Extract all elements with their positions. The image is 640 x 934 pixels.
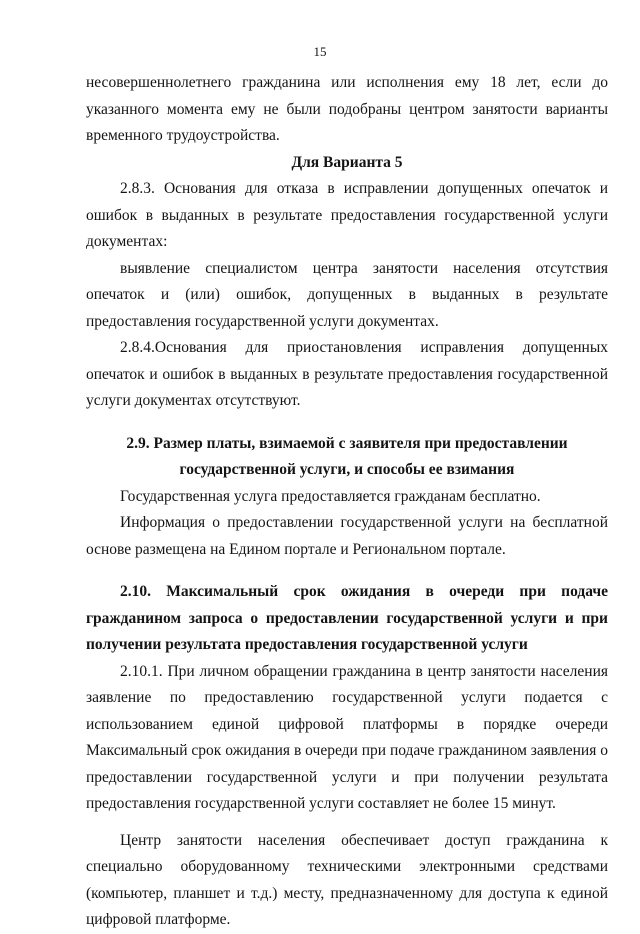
- paragraph-refusal-ground: выявление специалистом центра занятости населения отсутствия опечаток и (или) ошибок, допущенных в выданных в результате предоставления государственной услуги документах.: [86, 259, 608, 330]
- page-number: 15: [313, 44, 327, 59]
- section-heading-2-9-line1: 2.9. Размер платы, взимаемой с заявителя при предоставлении: [126, 434, 568, 452]
- paragraph-free-service: Государственная услуга предоставляется гражданам бесплатно.: [120, 487, 541, 505]
- document-body: [86, 70, 608, 934]
- section-heading-2-9-line2: государственной услуги, и способы ее взимания: [179, 461, 515, 478]
- paragraph-continuation: несовершеннолетнего гражданина или исполнения ему 18 лет, если до указанного момента ему не были подобраны центром занятости варианты временного трудоустройства.: [86, 74, 608, 144]
- section-heading-2-10: 2.10. Максимальный срок ожидания в очереди при подаче гражданином запроса о предоставлении государственной услуги и при получении результата предоставления государственной услуги: [86, 583, 608, 653]
- paragraph-2-8-4: 2.8.4.Основания для приостановления исправления допущенных опечаток и ошибок в выданных в результате предоставления государственной услуги документах отсутствуют.: [86, 339, 608, 409]
- paragraph-2-10-1: 2.10.1. При личном обращении гражданина в центр занятости населения заявление по предоставлению государственной услуги подается с использованием единой цифровой платформы в порядке очереди Максимальный срок ожидания в очереди при подаче гражданином заявления о предоставлении государственной услуги и при получении результата предоставления государственной услуги составляет не более 15 минут.: [86, 662, 608, 812]
- paragraph-2-8-3: 2.8.3. Основания для отказа в исправлении допущенных опечаток и ошибок в выданных в результате предоставления государственной услуги документах:: [86, 180, 608, 250]
- paragraph-access-equipment: Центр занятости населения обеспечивает доступ гражданина к специально оборудованному техническими электронными средствами (компьютер, планшет и т.д.) месту, предназначенному для доступа к единой цифровой платформе.: [86, 831, 608, 928]
- paragraph-portal-info: Информация о предоставлении государственной услуги на бесплатной основе размещена на Едином портале и Региональном портале.: [86, 514, 608, 558]
- variant-heading: Для Варианта 5: [291, 153, 403, 171]
